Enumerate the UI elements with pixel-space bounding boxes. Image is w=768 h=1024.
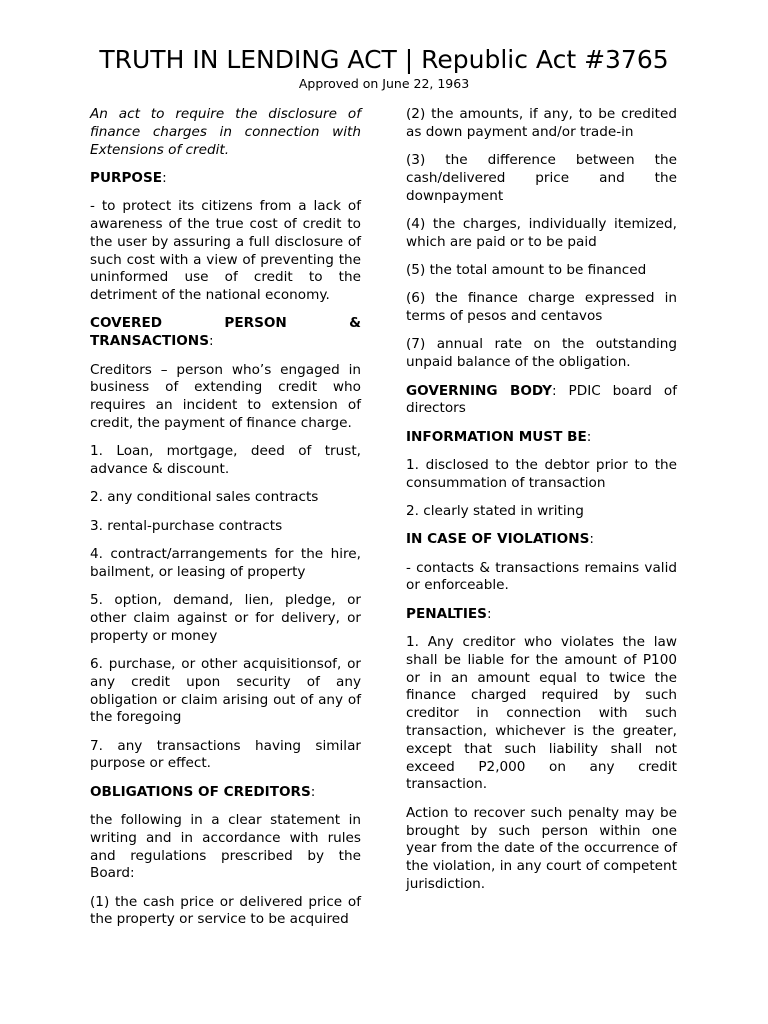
obligation-item: (2) the amounts, if any, to be credited as down payment and/or trade-in [406,106,677,140]
violations-heading [406,531,677,549]
obligation-item: (6) the finance charge expressed in terms of pesos and centavos [406,290,677,325]
obligation-item: (7) annual rate on the outstanding unpaid balance of the obligation. [406,336,677,371]
penalties-heading-label: PENALTIES [406,605,487,622]
right-column [406,106,677,904]
penalties-paragraph: Action to recover such penalty may be brought by such person within one year from the date of the occurrence of the violation, in any court of competent jurisdiction. [406,804,677,892]
covered-item: 2. any conditional sales contracts [90,489,319,506]
covered-heading-label: COVERED PERSON & TRANSACTIONS [90,315,361,350]
left-column [90,106,361,940]
info-item: 1. disclosed to the debtor prior to the consummation of transaction [406,456,677,491]
obligation-item: (5) the total amount to be financed [406,262,647,279]
violations-paragraph: - contacts & transactions remains valid or enforceable. [406,559,677,594]
covered-item: 6. purchase, or other acquisitionsof, or any credit upon security of any obligation or claim arising out of any of the foregoing [90,655,361,726]
violations-heading-label: IN CASE OF VIOLATIONS [406,531,590,548]
obligation-item: (4) the charges, individually itemized, which are paid or to be paid [406,215,677,250]
heading-colon: : [589,531,594,548]
governing-text: : PDIC board of directors [406,382,677,417]
covered-item: 7. any transactions having similar purpose or effect. [90,737,361,772]
obligations-paragraph: the following in a clear statement in writing and in accordance with rules and regulations prescribed by the Board: [90,812,361,882]
obligations-heading-label: OBLIGATIONS OF CREDITORS [90,783,311,800]
obligation-item: (1) the cash price or delivered price of the property or service to be acquired [90,893,361,928]
purpose-heading [90,170,361,188]
covered-paragraph: Creditors – person who’s engaged in business of extending credit who requires an incident to extension of credit, the payment of finance charge. [90,361,361,431]
purpose-heading-label: PURPOSE [90,169,163,186]
heading-colon: : [486,605,492,622]
intro-paragraph: An act to require the disclosure of finance charges in connection with Extensions of credit. [90,106,361,158]
document-subtitle: Approved on June 22, 1963 [298,76,470,91]
heading-colon: : [586,428,592,445]
heading-colon: : [310,783,316,800]
governing-heading-label: GOVERNING BODY [406,382,553,399]
document-title: TRUTH IN LENDING ACT | Republic Act #3765 [99,45,669,74]
heading-colon: : [162,169,167,186]
covered-heading [90,315,361,351]
info-item: 2. clearly stated in writing [406,503,584,520]
heading-colon: : [208,333,214,350]
penalties-heading [406,606,677,624]
covered-item: 1. Loan, mortgage, deed of trust, advance & discount. [90,443,361,478]
penalties-paragraph: 1. Any creditor who violates the law shall be liable for the amount of P100 or in an amount equal to twice the finance charged required by such creditor in connection with such transaction, whichever is the greater, except that such liability shall not exceed P2,000 on any credit transaction. [406,634,677,793]
covered-item: 5. option, demand, lien, pledge, or other claim against or for delivery, or property or money [90,592,361,644]
governing-paragraph [406,383,677,419]
obligation-item: (3) the difference between the cash/delivered price and the downpayment [406,152,677,204]
info-heading-label: INFORMATION MUST BE [406,428,587,445]
covered-item: 3. rental-purchase contracts [90,517,283,534]
purpose-paragraph: - to protect its citizens from a lack of awareness of the true cost of credit to the user by assuring a full disclosure of such cost with a view of preventing the uninformed use of credit to the detriment of the national economy. [90,198,361,304]
covered-item: 4. contract/arrangements for the hire, bailment, or leasing of property [90,545,361,580]
info-heading [406,429,677,447]
obligations-heading [90,784,361,802]
